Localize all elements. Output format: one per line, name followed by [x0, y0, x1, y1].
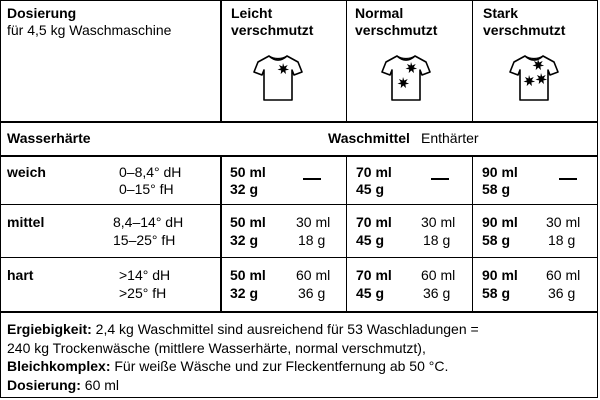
softener-g: 36 g: [298, 285, 326, 301]
tshirt-heavy-stains-icon: [509, 53, 559, 103]
detergent-ml: 70 ml: [356, 214, 392, 230]
softener-g: 18 g: [298, 232, 326, 248]
no-softener-dash: [431, 178, 449, 180]
softener-ml: 30 ml: [546, 214, 581, 230]
hardness-fh-hart: >25° fH: [119, 285, 167, 301]
divider-col-1: [220, 1, 222, 121]
divider-col-2-lower: [346, 157, 347, 311]
softener-ml: 60 ml: [421, 267, 456, 283]
softener-ml: 60 ml: [546, 267, 581, 283]
detergent-ml: 50 ml: [230, 267, 266, 283]
softener-g: 36 g: [548, 285, 576, 301]
softener-label: Enthärter: [421, 130, 479, 146]
divider-col-3-lower: [472, 157, 473, 311]
detergent-ml: 90 ml: [482, 214, 518, 230]
column-header-normal-line1: Normal: [355, 5, 404, 21]
tshirt-light-stains-icon: [253, 53, 303, 103]
hardness-name-weich: weich: [7, 164, 46, 180]
detergent-label: Waschmittel: [328, 130, 410, 146]
detergent-g: 32 g: [230, 232, 259, 248]
hardness-dh-hart: >14° dH: [119, 267, 171, 283]
detergent-ml: 70 ml: [356, 164, 392, 180]
yield-text: 2,4 kg Waschmittel sind ausreichend für 53 Waschladungen =: [91, 321, 479, 337]
hardness-dh-mittel: 8,4–14° dH: [113, 214, 184, 230]
softener-ml: 30 ml: [296, 214, 331, 230]
column-header-heavy-line2: verschmutzt: [483, 22, 566, 38]
no-softener-dash: [559, 178, 577, 180]
detergent-ml: 90 ml: [482, 164, 518, 180]
bleach-label: Bleichkomplex:: [7, 358, 111, 374]
detergent-g: 58 g: [482, 181, 511, 197]
detergent-g: 32 g: [230, 285, 259, 301]
hardness-name-hart: hart: [7, 267, 34, 283]
yield-line-1: [7, 320, 592, 339]
softener-g: 18 g: [548, 232, 576, 248]
hardness-fh-weich: 0–15° fH: [119, 181, 174, 197]
column-header-heavy-line1: Stark: [483, 5, 519, 21]
divider-below-mittel: [1, 257, 597, 258]
footer-notes: [7, 320, 592, 394]
divider-below-subheader: [1, 155, 597, 157]
hardness-fh-mittel: 15–25° fH: [113, 232, 176, 248]
detergent-ml: 50 ml: [230, 164, 266, 180]
detergent-g: 58 g: [482, 285, 511, 301]
softener-ml: 30 ml: [421, 214, 456, 230]
detergent-g: 32 g: [230, 181, 259, 197]
water-hardness-label: Wasserhärte: [7, 130, 91, 146]
bleach-line: [7, 357, 592, 376]
detergent-g: 45 g: [356, 232, 385, 248]
column-header-light-line1: Leicht: [231, 5, 273, 21]
detergent-ml: 50 ml: [230, 214, 266, 230]
dosing-subtitle: für 4,5 kg Waschmaschine: [7, 22, 172, 38]
divider-col-3: [472, 1, 473, 121]
column-header-light-line2: verschmutzt: [231, 22, 314, 38]
divider-col-1-lower: [220, 157, 222, 311]
yield-line-2: 240 kg Trockenwäsche (mittlere Wasserhärte, normal verschmutzt),: [7, 339, 426, 356]
divider-below-weich: [1, 204, 597, 205]
softener-ml: 60 ml: [296, 267, 331, 283]
yield-label: Ergiebigkeit:: [7, 321, 92, 337]
softener-g: 18 g: [423, 232, 451, 248]
divider-above-footer: [1, 311, 597, 313]
no-softener-dash: [303, 178, 321, 180]
detergent-ml: 90 ml: [482, 267, 518, 283]
detergent-ml: 70 ml: [356, 267, 392, 283]
dosage-label: Dosierung:: [7, 376, 81, 393]
detergent-g: 45 g: [356, 181, 385, 197]
dosing-title: Dosierung: [7, 5, 77, 21]
dosage-line: [7, 376, 592, 395]
softener-g: 36 g: [423, 285, 451, 301]
divider-below-header: [1, 121, 597, 123]
tshirt-normal-stains-icon: [381, 53, 431, 103]
column-header-normal-line2: verschmutzt: [355, 22, 438, 38]
divider-col-2: [346, 1, 347, 121]
detergent-g: 58 g: [482, 232, 511, 248]
dosage-text: 60 ml: [80, 376, 120, 393]
hardness-name-mittel: mittel: [7, 214, 45, 230]
bleach-text: Für weiße Wäsche und zur Fleckentfernung ab 50 °C.: [110, 358, 449, 374]
hardness-dh-weich: 0–8,4° dH: [119, 164, 182, 180]
detergent-g: 45 g: [356, 285, 385, 301]
